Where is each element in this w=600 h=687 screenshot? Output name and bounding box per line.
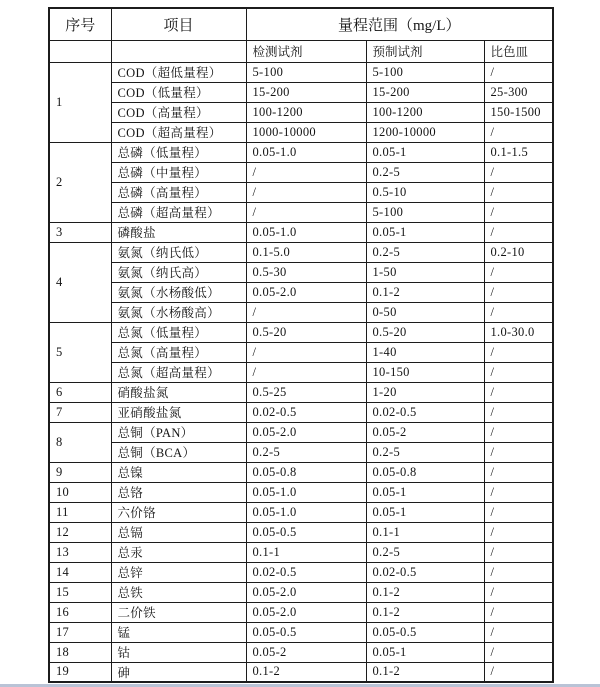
detect-reagent-cell: 15-200 <box>246 82 366 102</box>
detect-reagent-cell: 100-1200 <box>246 102 366 122</box>
item-cell: 总锌 <box>111 562 246 582</box>
item-cell: 总汞 <box>111 542 246 562</box>
cuvette-cell: 0.2-10 <box>484 242 553 262</box>
item-cell: 总磷（低量程） <box>111 142 246 162</box>
premade-reagent-cell: 0.05-1 <box>366 482 484 502</box>
table-row <box>49 202 553 222</box>
serial-number-cell: 17 <box>49 622 111 642</box>
premade-reagent-cell: 0.05-0.5 <box>366 622 484 642</box>
table-row <box>49 362 553 382</box>
item-cell: 锰 <box>111 622 246 642</box>
premade-reagent-cell: 0.2-5 <box>366 542 484 562</box>
table-row <box>49 482 553 502</box>
detect-reagent-cell: 0.05-2.0 <box>246 282 366 302</box>
detect-reagent-cell: 0.5-20 <box>246 322 366 342</box>
serial-number-cell: 16 <box>49 602 111 622</box>
item-cell: 总氮（超高量程） <box>111 362 246 382</box>
cuvette-cell: / <box>484 62 553 82</box>
cuvette-cell: / <box>484 382 553 402</box>
serial-number-cell: 19 <box>49 662 111 682</box>
reagent-range-table <box>48 7 554 683</box>
cuvette-cell: / <box>484 662 553 682</box>
table-row <box>49 622 553 642</box>
serial-number-cell: 10 <box>49 482 111 502</box>
item-cell: 六价铬 <box>111 502 246 522</box>
item-cell: 砷 <box>111 662 246 682</box>
premade-reagent-cell: 0.05-2 <box>366 422 484 442</box>
premade-reagent-cell: 0-50 <box>366 302 484 322</box>
table-row <box>49 642 553 662</box>
premade-reagent-cell: 1200-10000 <box>366 122 484 142</box>
table-row <box>49 322 553 342</box>
table-row <box>49 522 553 542</box>
cuvette-cell: / <box>484 422 553 442</box>
detect-reagent-cell: 5-100 <box>246 62 366 82</box>
detect-reagent-cell: 0.5-30 <box>246 262 366 282</box>
cuvette-cell: / <box>484 642 553 662</box>
serial-number-cell: 12 <box>49 522 111 542</box>
premade-reagent-cell: 0.05-1 <box>366 222 484 242</box>
table-row <box>49 562 553 582</box>
item-cell: 磷酸盐 <box>111 222 246 242</box>
premade-reagent-cell: 0.05-1 <box>366 142 484 162</box>
premade-reagent-cell: 1-20 <box>366 382 484 402</box>
item-cell: COD（超高量程） <box>111 122 246 142</box>
serial-number-cell: 2 <box>49 142 111 222</box>
table-row <box>49 102 553 122</box>
table-row <box>49 82 553 102</box>
detect-reagent-cell: 0.05-1.0 <box>246 222 366 242</box>
cuvette-cell: / <box>484 442 553 462</box>
detect-reagent-cell: 0.5-25 <box>246 382 366 402</box>
table-row <box>49 662 553 682</box>
subheader-cuvette: 比色皿 <box>484 40 553 62</box>
detect-reagent-cell: / <box>246 162 366 182</box>
cuvette-cell: / <box>484 122 553 142</box>
premade-reagent-cell: 0.02-0.5 <box>366 562 484 582</box>
cuvette-cell: / <box>484 162 553 182</box>
detect-reagent-cell: 0.05-2.0 <box>246 582 366 602</box>
table-row <box>49 62 553 82</box>
cuvette-cell: / <box>484 202 553 222</box>
detect-reagent-cell: 0.05-0.5 <box>246 522 366 542</box>
table-row <box>49 582 553 602</box>
serial-number-cell: 5 <box>49 322 111 382</box>
table-row <box>49 422 553 442</box>
item-cell: 总铜（PAN） <box>111 422 246 442</box>
item-cell: 总铜（BCA） <box>111 442 246 462</box>
cuvette-cell: / <box>484 342 553 362</box>
item-cell: 总磷（超高量程） <box>111 202 246 222</box>
table-row <box>49 122 553 142</box>
premade-reagent-cell: 10-150 <box>366 362 484 382</box>
cuvette-cell: 25-300 <box>484 82 553 102</box>
table-row <box>49 342 553 362</box>
premade-reagent-cell: 0.1-1 <box>366 522 484 542</box>
premade-reagent-cell: 5-100 <box>366 202 484 222</box>
detect-reagent-cell: 0.05-0.8 <box>246 462 366 482</box>
item-cell: 总镉 <box>111 522 246 542</box>
item-cell: 氨氮（纳氏低） <box>111 242 246 262</box>
serial-number-cell: 3 <box>49 222 111 242</box>
table-row <box>49 462 553 482</box>
item-cell: 硝酸盐氮 <box>111 382 246 402</box>
header-range-mg-l: 量程范围（mg/L） <box>246 8 553 40</box>
item-cell: 二价铁 <box>111 602 246 622</box>
premade-reagent-cell: 0.2-5 <box>366 442 484 462</box>
table-row <box>49 602 553 622</box>
premade-reagent-cell: 1-40 <box>366 342 484 362</box>
serial-number-cell: 6 <box>49 382 111 402</box>
item-cell: COD（超低量程） <box>111 62 246 82</box>
table-row <box>49 442 553 462</box>
serial-number-cell: 13 <box>49 542 111 562</box>
table-header <box>49 8 553 62</box>
premade-reagent-cell: 0.05-1 <box>366 502 484 522</box>
premade-reagent-cell: 0.5-10 <box>366 182 484 202</box>
subheader-row <box>49 40 553 62</box>
premade-reagent-cell: 0.05-0.8 <box>366 462 484 482</box>
table-row <box>49 142 553 162</box>
item-cell: COD（高量程） <box>111 102 246 122</box>
table-row <box>49 302 553 322</box>
detect-reagent-cell: / <box>246 362 366 382</box>
item-cell: 总铬 <box>111 482 246 502</box>
subheader-empty-serial <box>49 40 111 62</box>
detect-reagent-cell: 0.05-1.0 <box>246 502 366 522</box>
subheader-empty-item <box>111 40 246 62</box>
table-row <box>49 162 553 182</box>
serial-number-cell: 4 <box>49 242 111 322</box>
premade-reagent-cell: 1-50 <box>366 262 484 282</box>
detect-reagent-cell: 0.05-1.0 <box>246 142 366 162</box>
table-body <box>49 62 553 682</box>
cuvette-cell: / <box>484 542 553 562</box>
premade-reagent-cell: 0.1-2 <box>366 602 484 622</box>
cuvette-cell: / <box>484 522 553 542</box>
subheader-detect-reagent: 检测试剂 <box>246 40 366 62</box>
table-row <box>49 382 553 402</box>
detect-reagent-cell: 0.02-0.5 <box>246 402 366 422</box>
cuvette-cell: / <box>484 402 553 422</box>
item-cell: 氨氮（纳氏高） <box>111 262 246 282</box>
item-cell: 总氮（高量程） <box>111 342 246 362</box>
cuvette-cell: / <box>484 582 553 602</box>
premade-reagent-cell: 0.2-5 <box>366 242 484 262</box>
table-row <box>49 402 553 422</box>
item-cell: 总磷（高量程） <box>111 182 246 202</box>
cuvette-cell: / <box>484 362 553 382</box>
premade-reagent-cell: 0.2-5 <box>366 162 484 182</box>
detect-reagent-cell: 0.05-2.0 <box>246 422 366 442</box>
serial-number-cell: 9 <box>49 462 111 482</box>
detect-reagent-cell: 0.1-5.0 <box>246 242 366 262</box>
serial-number-cell: 14 <box>49 562 111 582</box>
item-cell: 总铁 <box>111 582 246 602</box>
item-cell: 总氮（低量程） <box>111 322 246 342</box>
serial-number-cell: 7 <box>49 402 111 422</box>
table-row <box>49 502 553 522</box>
premade-reagent-cell: 5-100 <box>366 62 484 82</box>
detect-reagent-cell: 1000-10000 <box>246 122 366 142</box>
detect-reagent-cell: / <box>246 342 366 362</box>
detect-reagent-cell: / <box>246 302 366 322</box>
detect-reagent-cell: 0.02-0.5 <box>246 562 366 582</box>
item-cell: 钴 <box>111 642 246 662</box>
cuvette-cell: / <box>484 262 553 282</box>
item-cell: 氨氮（水杨酸低） <box>111 282 246 302</box>
detect-reagent-cell: 0.05-2 <box>246 642 366 662</box>
cuvette-cell: 0.1-1.5 <box>484 142 553 162</box>
detect-reagent-cell: 0.1-2 <box>246 662 366 682</box>
detect-reagent-cell: 0.2-5 <box>246 442 366 462</box>
table-row <box>49 242 553 262</box>
detect-reagent-cell: 0.05-0.5 <box>246 622 366 642</box>
cuvette-cell: / <box>484 622 553 642</box>
detect-reagent-cell: 0.05-2.0 <box>246 602 366 622</box>
serial-number-cell: 15 <box>49 582 111 602</box>
subheader-premade-reagent: 预制试剂 <box>366 40 484 62</box>
cuvette-cell: / <box>484 282 553 302</box>
table-row <box>49 282 553 302</box>
cuvette-cell: 150-1500 <box>484 102 553 122</box>
table-row <box>49 262 553 282</box>
premade-reagent-cell: 0.5-20 <box>366 322 484 342</box>
cuvette-cell: 1.0-30.0 <box>484 322 553 342</box>
item-cell: COD（低量程） <box>111 82 246 102</box>
premade-reagent-cell: 15-200 <box>366 82 484 102</box>
item-cell: 氨氮（水杨酸高） <box>111 302 246 322</box>
cuvette-cell: / <box>484 222 553 242</box>
detect-reagent-cell: 0.05-1.0 <box>246 482 366 502</box>
premade-reagent-cell: 0.1-2 <box>366 582 484 602</box>
cuvette-cell: / <box>484 562 553 582</box>
table-row <box>49 222 553 242</box>
table-row <box>49 182 553 202</box>
cuvette-cell: / <box>484 182 553 202</box>
cuvette-cell: / <box>484 502 553 522</box>
cuvette-cell: / <box>484 302 553 322</box>
premade-reagent-cell: 100-1200 <box>366 102 484 122</box>
item-cell: 总镍 <box>111 462 246 482</box>
header-serial-number: 序号 <box>49 8 111 40</box>
detect-reagent-cell: / <box>246 182 366 202</box>
serial-number-cell: 1 <box>49 62 111 142</box>
header-row <box>49 8 553 40</box>
serial-number-cell: 11 <box>49 502 111 522</box>
cuvette-cell: / <box>484 602 553 622</box>
item-cell: 亚硝酸盐氮 <box>111 402 246 422</box>
cuvette-cell: / <box>484 482 553 502</box>
serial-number-cell: 18 <box>49 642 111 662</box>
table-row <box>49 542 553 562</box>
premade-reagent-cell: 0.1-2 <box>366 662 484 682</box>
serial-number-cell: 8 <box>49 422 111 462</box>
premade-reagent-cell: 0.05-1 <box>366 642 484 662</box>
premade-reagent-cell: 0.02-0.5 <box>366 402 484 422</box>
item-cell: 总磷（中量程） <box>111 162 246 182</box>
header-item: 项目 <box>111 8 246 40</box>
premade-reagent-cell: 0.1-2 <box>366 282 484 302</box>
cuvette-cell: / <box>484 462 553 482</box>
detect-reagent-cell: / <box>246 202 366 222</box>
detect-reagent-cell: 0.1-1 <box>246 542 366 562</box>
